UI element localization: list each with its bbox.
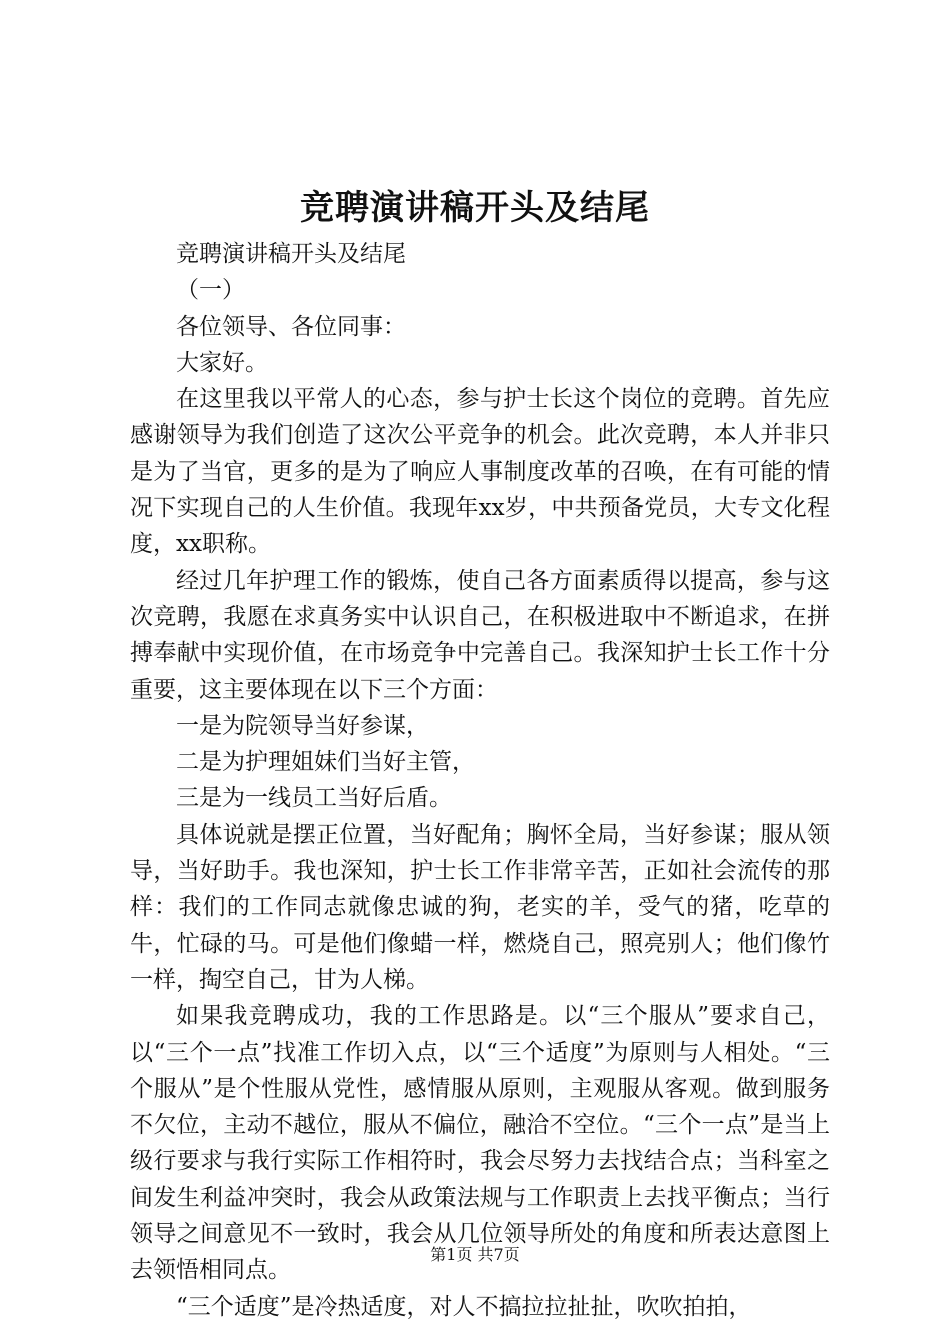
paragraph: 二是为护理姐妹们当好主管， [176, 749, 475, 776]
paragraph: （一） [176, 277, 245, 304]
document-body [130, 236, 830, 1325]
paragraph: 竞聘演讲稿开头及结尾 [176, 241, 406, 267]
paragraph: 在这里我以平常人的心态，参与护士长这个岗位的竞聘。首先应感谢领导为我们创造了这次公平竞争的机会。此次竞聘，本人并非只是为了当官，更多的是为了响应人事制度改革的召唤，在有可能的情况下实现自己的人生价值。我现年xx岁，中共预备党员，大专文化程度，xx职称。 [130, 386, 830, 558]
paragraph: “三个适度”是冷热适度，对人不搞拉拉扯扯，吹吹拍拍， [176, 1293, 752, 1320]
document-title: 竞聘演讲稿开头及结尾 [300, 188, 650, 228]
paragraph: 一是为院领导当好参谋， [176, 712, 429, 739]
paragraph: 大家好。 [176, 349, 268, 376]
paragraph: 各位领导、各位同事： [176, 313, 406, 340]
paragraph: 三是为一线员工当好后盾。 [176, 785, 452, 812]
paragraph: 如果我竞聘成功，我的工作思路是。以“三个服从”要求自己，以“三个一点”找准工作切入点，以“三个适度”为原则与人相处。“三个服从”是个性服从党性，感情服从原则，主观服从客观。做到服务不欠位，主动不越位，服从不偏位，融洽不空位。“三个一点”是当上级行要求与我行实际工作相符时，我会尽努力去找结合点；当科室之间发生利益冲突时，我会从政策法规与工作职责上去找平衡点；当行领导之间意见不一致时，我会从几位领导所处的角度和所表达意图上去领悟相同点。 [130, 1003, 830, 1284]
paragraph: 经过几年护理工作的锻炼，使自己各方面素质得以提高，参与这次竞聘，我愿在求真务实中认识自己，在积极进取中不断追求，在拼搏奉献中实现价值，在市场竞争中完善自己。我深知护士长工作十分重要，这主要体现在以下三个方面： [130, 567, 830, 703]
page-number-footer: 第1页 共7页 [430, 1245, 520, 1264]
paragraph: 具体说就是摆正位置，当好配角；胸怀全局，当好参谋；服从领导，当好助手。我也深知，护士长工作非常辛苦，正如社会流传的那样：我们的工作同志就像忠诚的狗，老实的羊，受气的猪，吃草的牛，忙碌的马。可是他们像蜡一样，燃烧自己，照亮别人；他们像竹一样，掏空自己，甘为人梯。 [130, 821, 830, 993]
